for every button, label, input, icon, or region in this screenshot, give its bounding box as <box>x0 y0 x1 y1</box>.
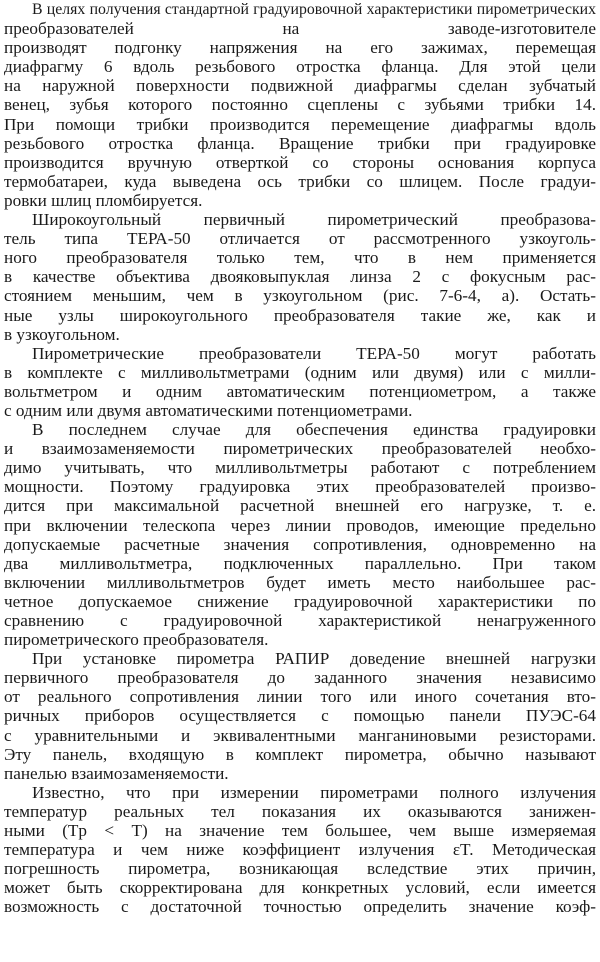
text-line: температура и чем ниже коэффициент излучения εT. Методическая <box>4 840 596 860</box>
text-line: В последнем случае для обеспечения единства градуировки <box>32 420 596 440</box>
text-line: димо учитывать, что милливольтметры работают с потреблением <box>4 458 596 478</box>
text-line: преобразователей на заводе-изготовителе <box>4 19 596 39</box>
text-line: четное допускаемое снижение градуировочной характеристики по <box>4 591 596 611</box>
text-line: Известно, что при измерении пирометрами полного излучения <box>32 782 596 802</box>
text-line: в узкоугольном. <box>4 324 120 344</box>
text-line: тель типа ТЕРА-50 отличается от рассмотренного узкоуголь- <box>4 229 596 249</box>
text-line: При помощи трибки производится перемещение диафрагмы вдоль <box>4 114 596 134</box>
text-line: ными (Tр < T) на значение тем большее, чем выше измеряемая <box>4 821 596 841</box>
text-line: сравнению с градуировочной характеристикой ненагруженного <box>4 611 596 630</box>
paragraph-rapir-installation <box>4 649 600 783</box>
text-line: дится при максимальной расчетной внешней его нагрузке, т. е. <box>4 496 596 516</box>
text-line: панелью взаимозаменяемости. <box>4 763 229 783</box>
paragraph-tera50-configurations <box>4 344 600 420</box>
text-line: ричных приборов осуществляется с помощью панели ПУЭС-64 <box>4 706 596 726</box>
text-line: погрешность пирометра, возникающая вследствие этих причин, <box>4 859 596 879</box>
text-line: допускаемые расчетные значения сопротивления, одновременно на <box>4 534 596 554</box>
text-line: производится вручную отверткой со стороны основания корпуса <box>4 152 596 172</box>
text-line: вольтметром и одним автоматическим потенциометром, а также <box>4 381 596 401</box>
text-line: производят подгонку напряжения на его зажимах, перемещая <box>4 38 596 58</box>
text-line: ные узлы широкоугольного преобразователя такие же, как и <box>4 305 596 325</box>
text-line: возможность с достаточной точностью определить значение коэф- <box>4 897 596 917</box>
text-line: в качестве объектива двояковыпуклая линза 2 с фокусным рас- <box>4 267 596 287</box>
text-line: Широкоугольный первичный пирометрический преобразова- <box>32 210 596 230</box>
text-line: мощности. Поэтому градуировка этих преобразователей произво- <box>4 477 596 497</box>
text-line: от реального сопротивления линии того или иного сочетания вто- <box>4 687 596 707</box>
text-line: диафрагму 6 вдоль резьбового отростка фланца. Для этой цели <box>4 57 596 77</box>
text-line: с уравнительными и эквивалентными манганиновыми резисторами. <box>4 725 596 745</box>
text-line: в комплекте с милливольтметрами (одним или двумя) или с милли- <box>4 362 596 382</box>
paragraph-calibration-adjustment <box>4 0 600 210</box>
text-line: два милливольтметра, подключенных параллельно. При таком <box>4 553 596 573</box>
text-line: и взаимозаменяемости пирометрических преобразователей необхо- <box>4 439 596 459</box>
text-line: при включении телескопа через линии проводов, имеющие предельно <box>4 515 596 535</box>
text-line: на наружной поверхности подвижной диафрагмы сделан зубчатый <box>4 76 596 96</box>
text-line: венец, зубья которого постоянно сцеплены с зубьями трибки 14. <box>4 95 596 115</box>
text-line: с одним или двумя автоматическими потенциометрами. <box>4 400 413 420</box>
text-line: резьбового отростка фланца. Вращение трибки при градуировке <box>4 133 596 153</box>
text-line: термобатареи, куда выведена ось трибки со шлицем. После градуи- <box>4 171 596 191</box>
text-line: включении милливольтметров будет иметь место наибольшее рас- <box>4 572 596 592</box>
text-line: Эту панель, входящую в комплект пирометра, обычно называют <box>4 744 596 764</box>
text-line: Пирометрические преобразователи ТЕРА-50 могут работать <box>32 343 596 363</box>
text-line: может быть скорректирована для конкретных условий, если имеется <box>4 878 596 898</box>
text-line: В целях получения стандартной градуировочной характеристики пирометрических <box>32 1 596 18</box>
text-line: ного преобразователя только тем, что в нем применяется <box>4 248 596 268</box>
text-line: ровки шлиц пломбируется. <box>4 190 203 210</box>
text-line: температур реальных тел показания их оказываются занижен- <box>4 801 596 821</box>
paragraph-wide-angle-converter <box>4 210 600 344</box>
text-line: первичного преобразователя до заданного значения независимо <box>4 668 596 688</box>
text-line: стоянием меньшим, чем в узкоугольном (рис. 7-6-4, а). Остать- <box>4 286 596 306</box>
paragraph-interchangeability <box>4 420 600 649</box>
text-line: При установке пирометра РАПИР доведение внешней нагрузки <box>32 649 596 669</box>
paragraph-methodical-error <box>4 783 600 917</box>
text-line: пирометрического преобразователя. <box>4 630 269 650</box>
